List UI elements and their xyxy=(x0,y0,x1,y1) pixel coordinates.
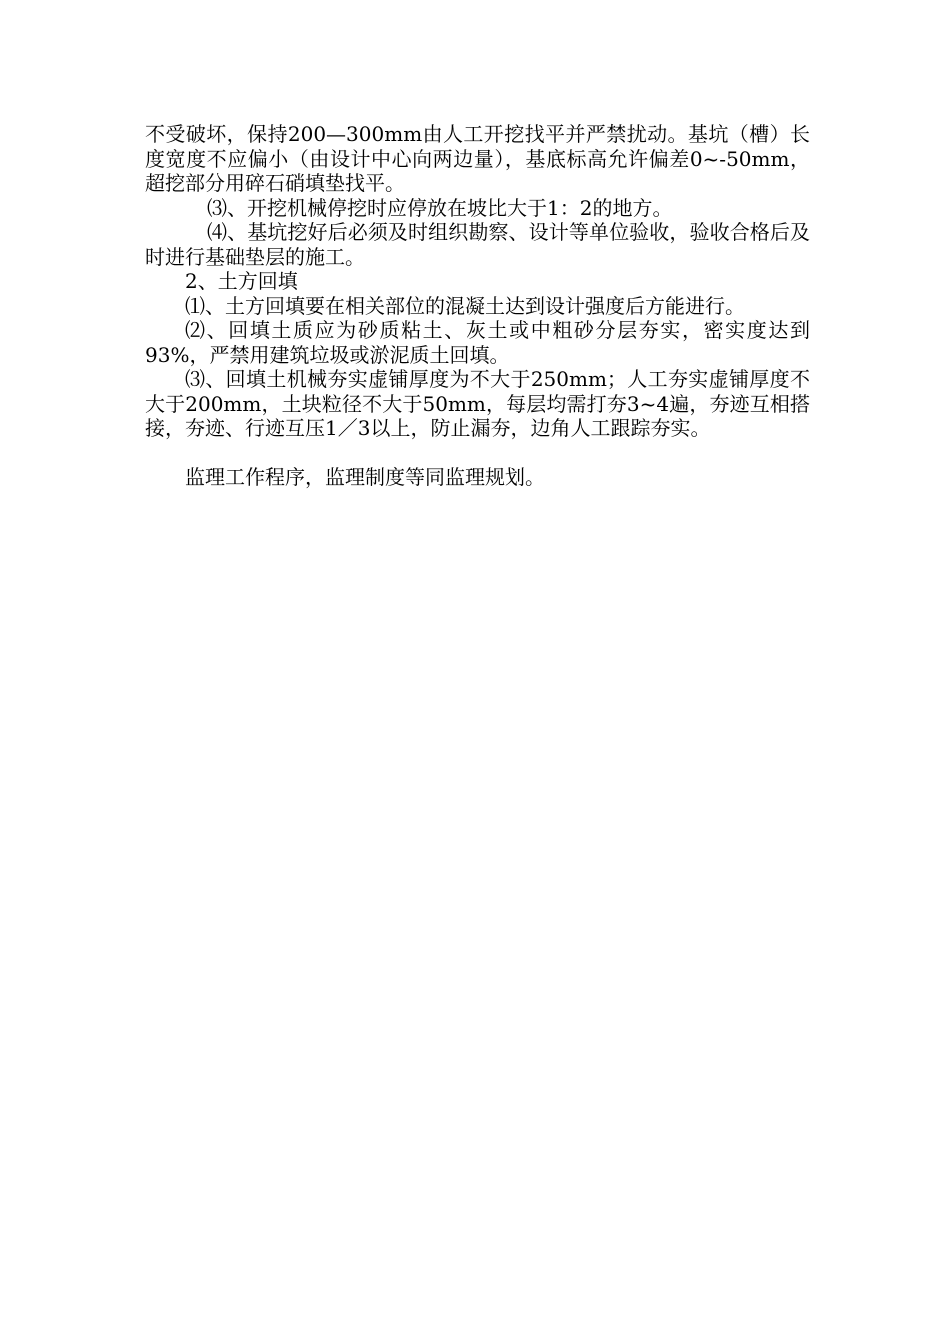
section-heading-backfill: 2、土方回填 xyxy=(185,269,298,293)
paragraph-excavation-continued: 不受破坏，保持200—300mm由人工开挖找平并严禁扰动。基坑（槽）长度宽度不应偏小（由设计中心向两边量），基底标高允许偏差0~-50mm，超挖部分用碎石硝填垫找平。 xyxy=(145,122,810,195)
paragraph-item-4-pit-acceptance: ⑷、基坑挖好后必须及时组织勘察、设计等单位验收，验收合格后及时进行基础垫层的施工。 xyxy=(145,220,810,269)
document-body xyxy=(145,122,810,489)
paragraph-backfill-item-3: ⑶、回填土机械夯实虚铺厚度为不大于250mm；人工夯实虚铺厚度不大于200mm，土块粒径不大于50mm，每层均需打夯3~4遍，夯迹互相搭接，夯迹、行迹互压1／3以上，防止漏夯，边角人工跟踪夯实。 xyxy=(145,367,810,440)
paragraph-backfill-item-1: ⑴、土方回填要在相关部位的混凝土达到设计强度后方能进行。 xyxy=(185,293,745,318)
paragraph-backfill-item-2: ⑵、回填土质应为砂质粘土、灰土或中粗砂分层夯实，密实度达到93%，严禁用建筑垃圾或淤泥质土回填。 xyxy=(145,318,810,367)
paragraph-spacer xyxy=(145,441,810,465)
paragraph-supervision-procedure: 监理工作程序，监理制度等同监理规划。 xyxy=(185,464,545,489)
paragraph-item-3-machine-parking: ⑶、开挖机械停挖时应停放在坡比大于1：2的地方。 xyxy=(207,195,673,220)
